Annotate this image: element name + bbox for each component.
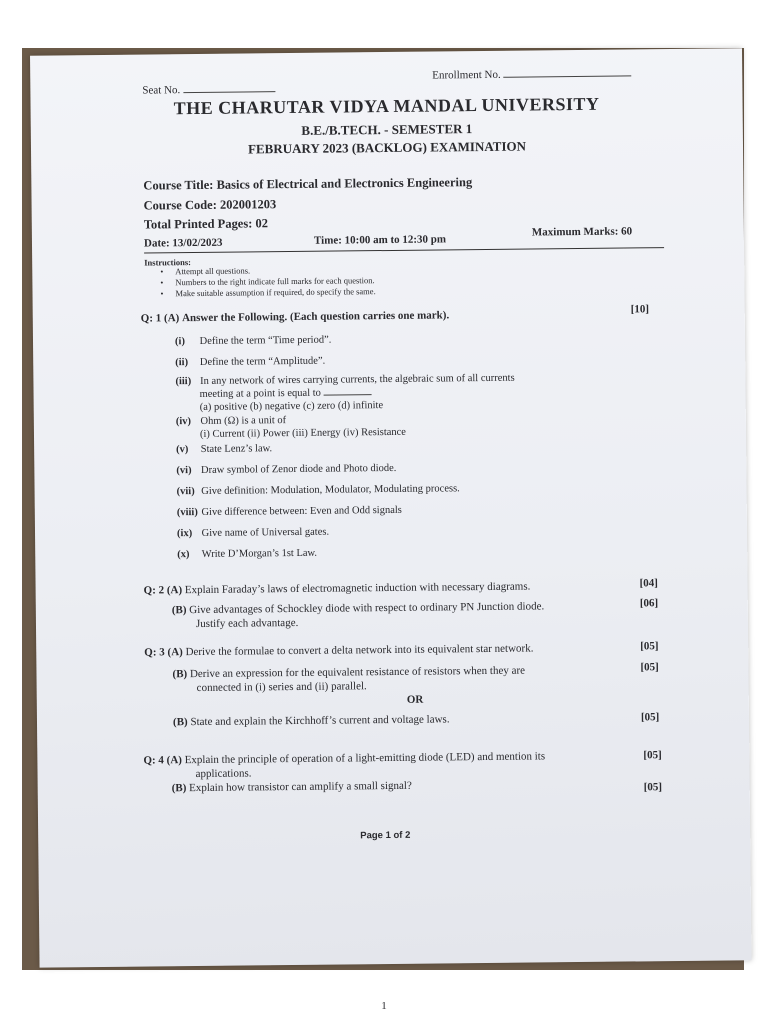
item-number: (ix)	[176, 528, 193, 540]
instruction-item: • Make suitable assumption if required, do specify the same.	[160, 286, 375, 299]
part-label: (A)	[166, 754, 182, 767]
item-text: Define the term “Amplitude”.	[199, 355, 326, 368]
item-number: (v)	[176, 444, 189, 456]
item-text: Define the term “Time period”.	[199, 334, 332, 347]
course-title: Course Title: Basics of Electrical and Electronics Engineering	[143, 175, 473, 193]
part-label: (B)	[171, 782, 187, 795]
instructions-heading: Instructions:	[144, 257, 192, 268]
item-number: (vii)	[176, 486, 195, 498]
seat-no-blank	[183, 91, 275, 93]
q1-instruction: Answer the Following. (Each question carries one mark).	[181, 309, 450, 325]
programme-semester: B.E./B.TECH. - SEMESTER 1	[301, 121, 473, 138]
q3-part-b-alternative	[173, 713, 450, 728]
q4-part-b	[172, 780, 412, 795]
seat-no-label: Seat No.	[142, 84, 181, 97]
q4-part-a-continuation: applications.	[195, 767, 252, 781]
item-text: Write D’Morgan’s 1st Law.	[201, 547, 318, 560]
q3-part-a	[144, 642, 533, 658]
q4-label: Q: 4	[143, 754, 164, 767]
question-text: Explain the principle of operation of a light-emitting diode (LED) and mention its	[184, 750, 546, 767]
item-text: Draw symbol of Zenor diode and Photo diode.	[200, 462, 397, 476]
pdf-page-number: 1	[381, 1000, 387, 1012]
examination-title: FEBRUARY 2023 (BACKLOG) EXAMINATION	[247, 138, 527, 157]
q1-item-options: (a) positive (b) negative (c) zero (d) infinite	[199, 400, 384, 413]
q2-b-marks: [06]	[639, 597, 659, 610]
instruction-item: • Numbers to the right indicate full marks for each question.	[160, 275, 375, 288]
enrollment-no-blank	[503, 75, 631, 77]
part-label: (B)	[172, 668, 188, 681]
question-text: Give advantages of Schockley diode with respect to ordinary PN Junction diode.	[189, 600, 545, 617]
q3-part-b-continuation: connected in (i) series and (ii) parallel.	[196, 680, 367, 695]
q1-item	[175, 335, 331, 348]
q1-item	[176, 415, 286, 427]
question-text: Explain Faraday’s laws of electromagnetic induction with necessary diagrams.	[184, 580, 531, 597]
q3-b-alt-marks: [05]	[640, 711, 660, 724]
q1-item-continuation	[200, 387, 372, 400]
question-text: Derive an expression for the equivalent resistance of resistors when they are	[189, 664, 526, 681]
q4-part-a	[143, 750, 545, 766]
question-text: State and explain the Kirchhoff’s current and voltage laws.	[190, 713, 450, 729]
item-text: Ohm (Ω) is a unit of	[200, 415, 287, 427]
q1-label: Q: 1	[140, 312, 162, 325]
q4-b-marks: [05]	[643, 781, 663, 794]
item-text: Give definition: Modulation, Modulator, Modulating process.	[201, 483, 460, 497]
seat-no-field	[142, 83, 275, 96]
item-number: (iii)	[175, 376, 192, 388]
item-number: (ii)	[175, 357, 189, 369]
exam-time: Time: 10:00 am to 12:30 pm	[313, 233, 447, 247]
q3-a-marks: [05]	[640, 640, 659, 653]
item-number: (x)	[177, 549, 190, 561]
university-name: THE CHARUTAR VIDYA MANDAL UNIVERSITY	[173, 93, 600, 119]
q3-b-marks: [05]	[640, 661, 659, 674]
part-label: (B)	[172, 716, 188, 729]
q3-part-b	[172, 665, 525, 681]
item-number: (vi)	[176, 465, 192, 477]
part-label: (B)	[171, 604, 187, 617]
q1-item	[176, 463, 396, 476]
course-code: Course Code: 202001203	[143, 197, 277, 213]
answer-blank	[324, 394, 372, 396]
q2-part-b-continuation: Justify each advantage.	[195, 616, 299, 631]
q2-label: Q: 2	[143, 584, 165, 597]
q1-item	[177, 548, 317, 560]
instruction-item: • Attempt all questions.	[160, 264, 375, 277]
q4-a-marks: [05]	[643, 749, 662, 762]
item-number: (iv)	[175, 416, 192, 428]
q2-part-a	[144, 581, 531, 597]
exam-date: Date: 13/02/2023	[143, 236, 223, 250]
q1-item	[175, 356, 325, 369]
q3-label: Q: 3	[144, 646, 165, 659]
part-label: (A)	[167, 646, 183, 659]
q1-part-label: (A)	[163, 312, 180, 325]
instructions-list	[160, 264, 375, 299]
q1-item	[177, 527, 329, 540]
q1-marks: [10]	[630, 303, 650, 316]
q1-header	[141, 309, 450, 324]
enrollment-no-field	[432, 67, 631, 81]
or-separator: OR	[406, 693, 424, 706]
total-printed-pages: Total Printed Pages: 02	[143, 216, 269, 232]
q1-item-options: (i) Current (ii) Power (iii) Energy (iv) Resistance	[199, 426, 407, 440]
item-text: State Lenz’s law.	[200, 443, 273, 455]
item-text: Give difference between: Even and Odd signals	[201, 504, 402, 518]
item-number: (viii)	[176, 506, 198, 519]
item-number: (i)	[174, 336, 186, 348]
q1-item	[177, 505, 402, 518]
question-text: Explain how transistor can amplify a small signal?	[189, 779, 412, 795]
page-indicator: Page 1 of 2	[360, 829, 411, 842]
q1-item	[176, 443, 272, 455]
part-label: (A)	[166, 584, 183, 597]
question-text: Derive the formulae to convert a delta network into its equivalent star network.	[185, 642, 534, 659]
q2-part-b	[172, 600, 545, 616]
item-text: Give name of Universal gates.	[201, 526, 330, 539]
maximum-marks: Maximum Marks: 60	[531, 225, 633, 239]
enrollment-no-label: Enrollment No.	[432, 68, 501, 82]
q1-item	[175, 373, 514, 388]
item-text: meeting at a point is equal to	[199, 387, 321, 400]
q1-item	[177, 483, 460, 497]
item-text: In any network of wires carrying currents, the algebraic sum of all currents	[200, 372, 515, 387]
exam-paper-sheet	[30, 48, 752, 967]
q2-a-marks: [04]	[639, 577, 658, 590]
